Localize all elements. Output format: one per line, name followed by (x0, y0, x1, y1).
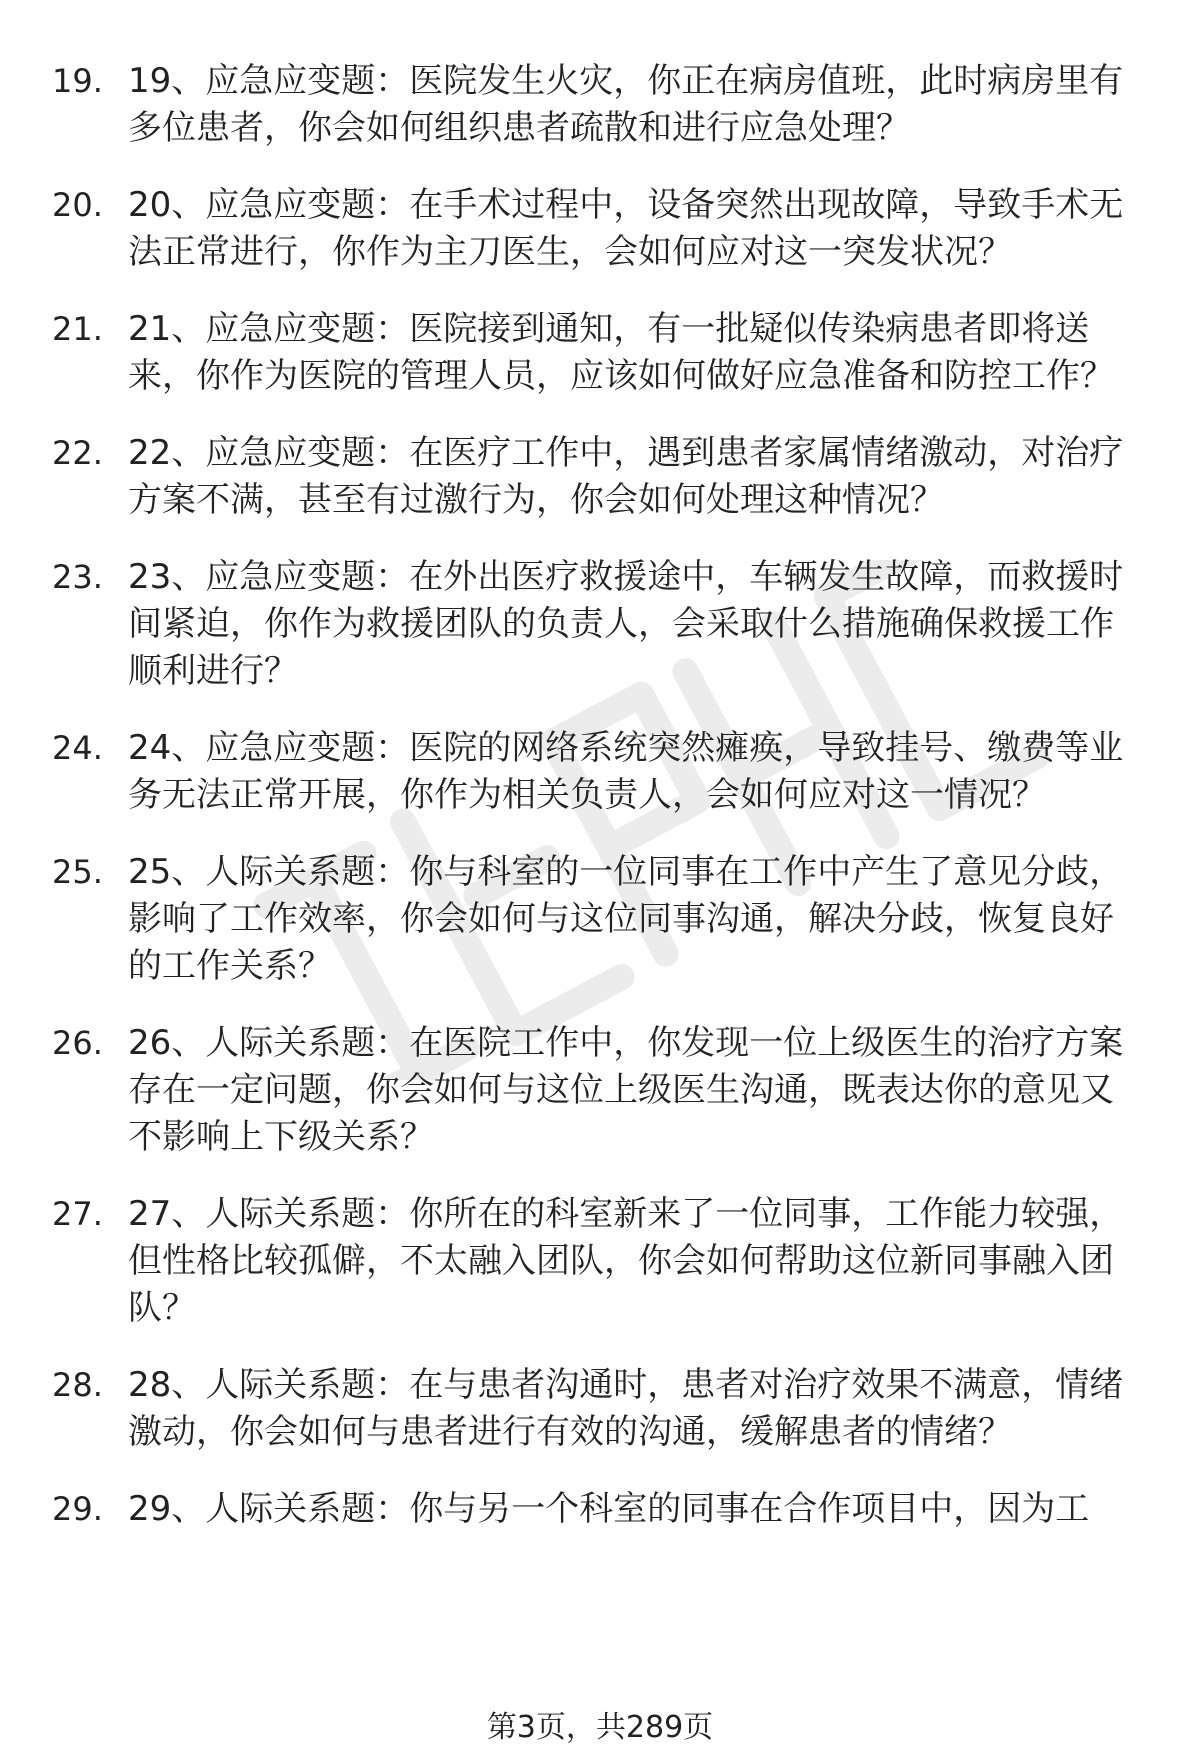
list-item (0, 182, 1200, 276)
list-item (0, 554, 1200, 695)
page-footer: 第3页，共289页 (486, 1710, 714, 1745)
question-number: 21. (52, 310, 103, 348)
question-number: 25. (52, 853, 103, 891)
question-text: 24、应急应变题：医院的网络系统突然瘫痪，导致挂号、缴费等业务无法正常开展，你作为相关负责人，会如何应对这一情况？ (128, 728, 1124, 815)
question-text: 22、应急应变题：在医疗工作中，遇到患者家属情绪激动，对治疗方案不满，甚至有过激行为，你会如何处理这种情况？ (128, 433, 1124, 520)
question-text: 27、人际关系题：你所在的科室新来了一位同事，工作能力较强，但性格比较孤僻，不太融入团队，你会如何帮助这位新同事融入团队？ (128, 1194, 1124, 1328)
question-text: 21、应急应变题：医院接到通知，有一批疑似传染病患者即将送来，你作为医院的管理人员，应该如何做好应急准备和防控工作？ (128, 309, 1114, 396)
list-item (0, 1191, 1200, 1332)
question-number: 27. (52, 1195, 103, 1233)
question-text: 28、人际关系题：在与患者沟通时，患者对治疗效果不满意，情绪激动，你会如何与患者进行有效的沟通，缓解患者的情绪？ (128, 1365, 1124, 1452)
question-number: 24. (52, 729, 103, 767)
question-number: 28. (52, 1366, 103, 1404)
question-text: 29、人际关系题：你与另一个科室的同事在合作项目中，因为工 (128, 1489, 1090, 1529)
question-number: 22. (52, 434, 103, 472)
question-number: 19. (52, 62, 103, 100)
list-item (0, 1362, 1200, 1456)
question-text: 25、人际关系题：你与科室的一位同事在工作中产生了意见分歧，影响了工作效率，你会如何与这位同事沟通，解决分歧，恢复良好的工作关系？ (128, 852, 1124, 986)
list-item (0, 430, 1200, 524)
question-number: 23. (52, 558, 103, 596)
question-text: 19、应急应变题：医院发生火灾，你正在病房值班，此时病房里有多位患者，你会如何组织患者疏散和进行应急处理？ (128, 61, 1124, 148)
question-text: 26、人际关系题：在医院工作中，你发现一位上级医生的治疗方案存在一定问题，你会如何与这位上级医生沟通，既表达你的意见又不影响上下级关系？ (128, 1023, 1124, 1157)
list-item (0, 306, 1200, 400)
question-text: 23、应急应变题：在外出医疗救援途中，车辆发生故障，而救援时间紧迫，你作为救援团队的负责人，会采取什么措施确保救援工作顺利进行？ (128, 557, 1124, 691)
question-number: 26. (52, 1024, 103, 1062)
question-text: 20、应急应变题：在手术过程中，设备突然出现故障，导致手术无法正常进行，你作为主刀医生，会如何应对这一突发状况？ (128, 185, 1124, 272)
list-item (0, 849, 1200, 990)
question-number: 20. (52, 186, 103, 224)
list-item (0, 725, 1200, 819)
question-number: 29. (52, 1490, 103, 1528)
list-item (0, 58, 1200, 152)
list-item (0, 1020, 1200, 1161)
list-item (0, 1486, 1200, 1533)
question-list (0, 58, 1200, 1563)
